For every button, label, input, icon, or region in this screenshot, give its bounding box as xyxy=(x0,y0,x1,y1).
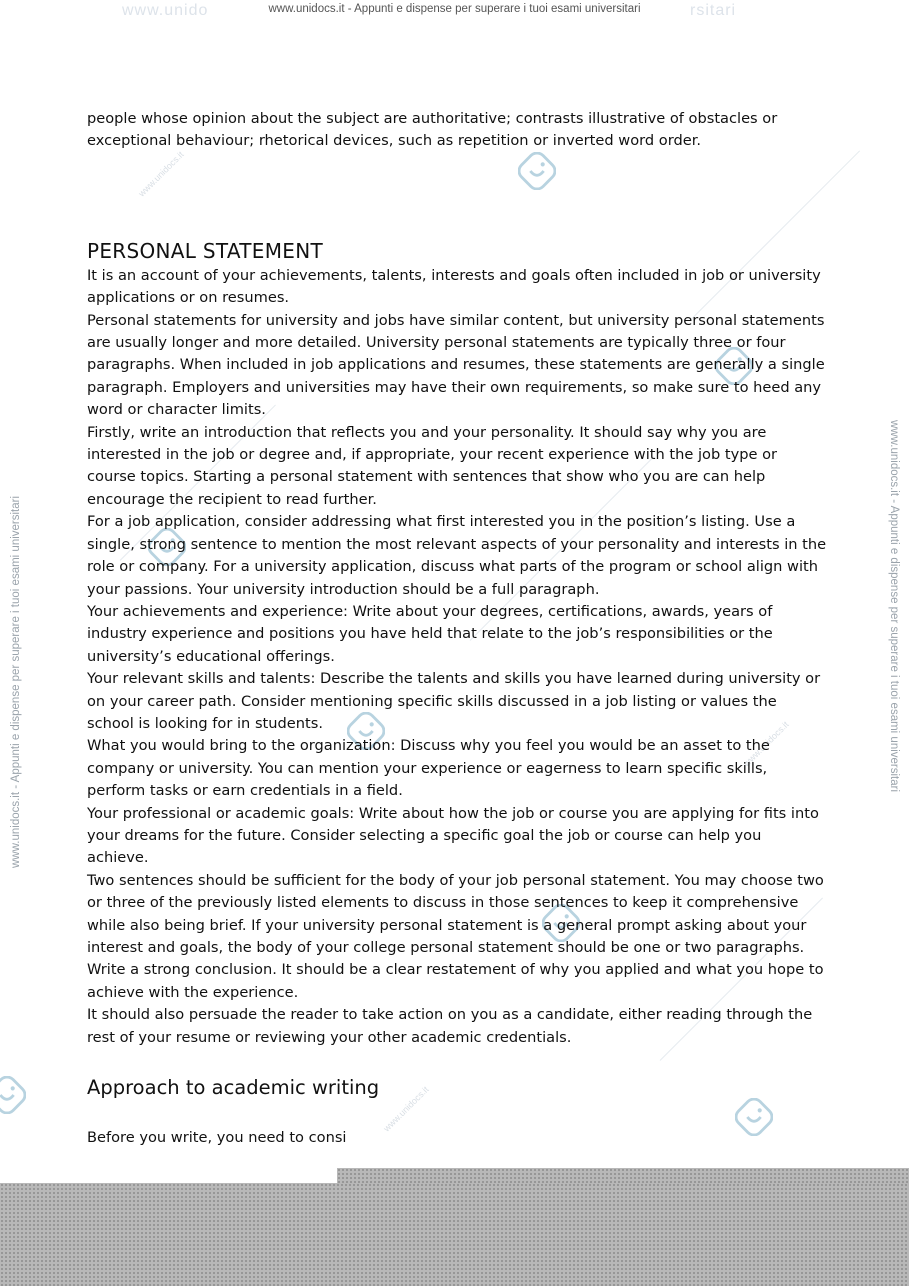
paragraph: Firstly, write an introduction that reflects you and your personality. It should say why you are interested in the job or degree and, if appropriate, your recent experience with the job type or course topics. Starting a personal statement with sentences that show who you are can help encourage the recipient to read further. xyxy=(87,423,778,508)
side-watermark-left: www.unidocs.it - Appunti e dispense per superare i tuoi esami universitari xyxy=(10,495,22,868)
paragraph: What you would bring to the organization: Discuss why you feel you would be an asset to the company or university. You can mention your experience or eagerness to learn specific skills, perform tasks or earn credentials in a field. xyxy=(87,737,770,800)
paragraph: Your professional or academic goals: Write about how the job or course you are applying for fits into your dreams for the future. Consider selecting a specific goal the job or course can help you achieve. xyxy=(87,804,819,867)
document-body xyxy=(87,108,827,1149)
diagonal-watermark-text: www.unidocs.it xyxy=(381,1084,431,1134)
unidocs-logo-icon xyxy=(0,1076,26,1114)
diagonal-watermark-text: www.unidocs.it xyxy=(136,149,186,199)
intro-paragraph: people whose opinion about the subject are authoritative; contrasts illustrative of obstacles or exceptional behaviour; rhetorical devices, such as repetition or inverted word order. xyxy=(87,110,778,150)
paragraph: Your relevant skills and talents: Describe the talents and skills you have learned during university or on your career path. Consider mentioning specific skills discussed in a job listing or values the school is looking for in students. xyxy=(87,670,821,732)
paragraph: Write a strong conclusion. It should be a clear restatement of why you applied and what you hope to achieve with the experience. xyxy=(87,961,824,1001)
heading-approach-academic-writing: Approach to academic writing xyxy=(87,1076,380,1100)
paragraph: It is an account of your achievements, talents, interests and goals often included in job or university applications or on resumes. xyxy=(87,266,821,307)
header-watermark: www.unidocs.it - Appunti e dispense per superare i tuoi esami universitari xyxy=(268,3,641,15)
header-ghost-left: www.unido xyxy=(122,2,209,19)
heading-personal-statement: PERSONAL STATEMENT xyxy=(87,238,323,263)
header-ghost-right: rsitari xyxy=(690,2,737,19)
paragraph: Your achievements and experience: Write about your degrees, certifications, awards, years of industry experience and positions you have held that relate to the job’s responsibilities or the university’s educational offerings. xyxy=(87,602,773,665)
paragraph: For a job application, consider addressing what first interested you in the position’s listing. Use a single, strong sentence to mention the most relevant aspects of your personality and interests in the role or company. For a university application, discuss what parts of the program or school align with your passions. Your university introduction should be a full paragraph. xyxy=(87,513,827,598)
diagonal-watermark-text: www.unidocs.it xyxy=(741,719,791,769)
blurred-content-overlay xyxy=(337,1168,909,1184)
paragraph: Two sentences should be sufficient for the body of your job personal statement. You may choose two or three of the previously listed elements to discuss in those sentences to keep it comprehensive while also being brief. If your university personal statement is a general prompt asking about your interest and goals, the body of your college personal statement should be one or two paragraphs. xyxy=(87,871,824,956)
side-watermark-right: www.unidocs.it - Appunti e dispense per superare i tuoi esami universitari xyxy=(888,420,900,793)
paragraph: Personal statements for university and jobs have similar content, but university personal statements are usually longer and more detailed. University personal statements are typically three or four paragraphs. When included in job applications and resumes, these statements are generally a single paragraph. Employers and universities may have their own requirements, so make sure to heed any word or character limits. xyxy=(87,311,825,419)
paragraph: It should also persuade the reader to take action on you as a candidate, either reading through the rest of your resume or reviewing your other academic credentials. xyxy=(87,1006,813,1046)
partial-paragraph: Before you write, you need to consi xyxy=(87,1129,347,1147)
blurred-content-overlay xyxy=(0,1183,909,1286)
